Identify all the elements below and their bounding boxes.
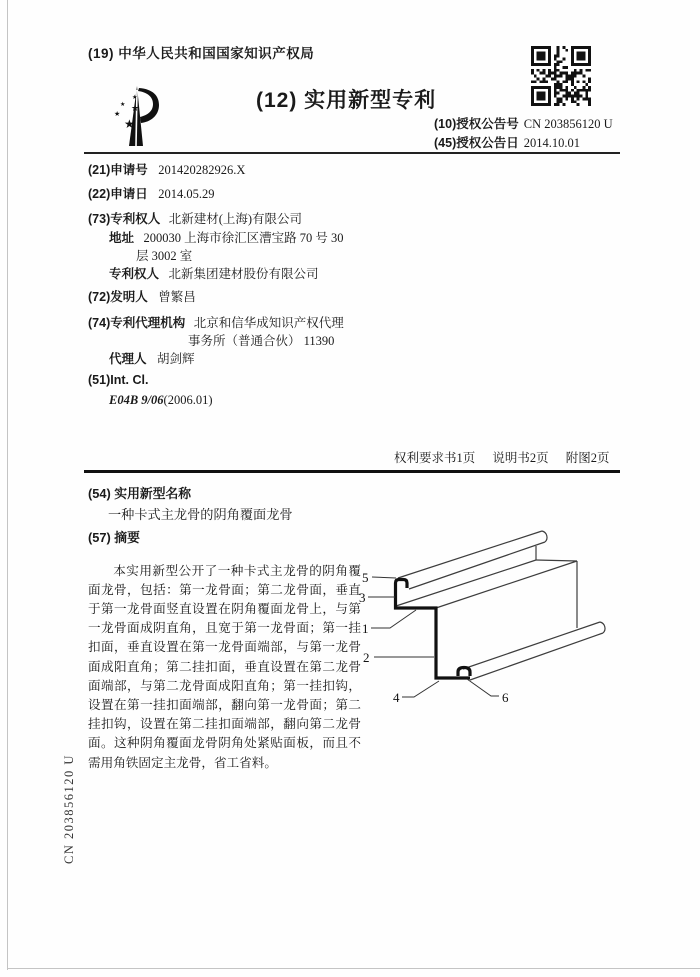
agent-row bbox=[109, 349, 195, 367]
cnipa-logo bbox=[100, 82, 166, 157]
agency-row-2 bbox=[188, 331, 334, 349]
intcl-row bbox=[88, 373, 148, 387]
pub-number-value: CN 203856120 U bbox=[523, 117, 613, 131]
figure-label-3: 3 bbox=[359, 590, 366, 605]
application-date-row bbox=[88, 184, 214, 202]
figure-label-1: 1 bbox=[362, 621, 369, 636]
logo-star-icon: ★ bbox=[120, 102, 126, 108]
figure-label-5: 5 bbox=[362, 570, 369, 585]
office-name: (19) 中华人民共和国国家知识产权局 bbox=[88, 46, 315, 61]
patentee2-value: 北新集团建材股份有限公司 bbox=[168, 267, 319, 281]
qr-code bbox=[531, 46, 591, 111]
intcl-class-row bbox=[109, 393, 212, 408]
intcl-label: (51)Int. Cl. bbox=[88, 373, 149, 387]
agency-value-line1: 北京和信华成知识产权代理 bbox=[193, 316, 344, 330]
figure-label-6: 6 bbox=[502, 690, 509, 705]
agency-value-line2: 事务所（普通合伙） 11390 bbox=[188, 334, 335, 348]
abstract-text: 本实用新型公开了一种卡式主龙骨的阴角覆面龙骨，包括：第一龙骨面；第二龙骨面，垂直于第一龙骨面竖直设置在阴角覆面龙骨上，与第一龙骨面成阴直角，且宽于第一龙骨面；第一挂扣面，垂直设置在第一龙骨面端部，与第一龙骨面成阳直角；第二挂扣面，垂直设置在第二龙骨面端部，与第二龙骨面成阳直角；第一挂扣钩，设置在第一挂扣面端部，翻向第一龙骨面；第二挂扣钩，设置在第二挂扣面端部，翻向第二龙骨面。这种阴角覆面龙骨阴角处紧贴面板，而且不需用角铁固定主龙骨，省工省料。 bbox=[88, 563, 361, 770]
address-value-line2: 层 3002 室 bbox=[136, 249, 193, 263]
patentee-value: 北新建材(上海)有限公司 bbox=[168, 212, 303, 226]
abstract-label: (57) 摘要 bbox=[88, 530, 140, 545]
address-row bbox=[109, 228, 344, 246]
logo-star-icon: ★ bbox=[114, 110, 121, 118]
drawings-pages: 附图2页 bbox=[565, 451, 610, 465]
figure-drawing bbox=[352, 515, 652, 720]
agency-row bbox=[88, 313, 344, 331]
patentee-row bbox=[88, 209, 302, 227]
intcl-version: (2006.01) bbox=[163, 393, 213, 407]
pub-date-label: (45)授权公告日 bbox=[434, 136, 519, 150]
patentee-label: (73)专利权人 bbox=[88, 212, 161, 226]
pub-date-row bbox=[434, 133, 580, 151]
scan-edge-left bbox=[7, 0, 8, 970]
claims-pages: 权利要求书1页 bbox=[394, 451, 476, 465]
application-number-label: (21)申请号 bbox=[88, 163, 148, 177]
utility-name-title: 一种卡式主龙骨的阴角覆面龙骨 bbox=[108, 507, 293, 522]
address-value-line1: 200030 上海市徐汇区漕宝路 70 号 30 bbox=[143, 231, 344, 245]
application-date-label: (22)申请日 bbox=[88, 187, 148, 201]
address-label: 地址 bbox=[109, 231, 135, 245]
application-number-value: 201420282926.X bbox=[158, 163, 246, 177]
intcl-class-code: E04B 9/06 bbox=[109, 393, 164, 407]
inventor-label: (72)发明人 bbox=[88, 290, 148, 304]
scan-edge-bottom bbox=[7, 968, 700, 969]
logo-star-icon: ★ bbox=[131, 103, 140, 113]
utility-name-label: (54) 实用新型名称 bbox=[88, 486, 192, 501]
agent-label: 代理人 bbox=[109, 352, 147, 366]
agent-value: 胡剑辉 bbox=[157, 352, 195, 366]
doc-kind-title: (12) 实用新型专利 bbox=[256, 89, 437, 112]
section-rule bbox=[84, 470, 620, 473]
figure-label-4: 4 bbox=[393, 690, 400, 705]
application-date-value: 2014.05.29 bbox=[158, 187, 215, 201]
side-publication-code: CN 203856120 U bbox=[62, 754, 76, 864]
header-rule bbox=[84, 152, 620, 154]
description-pages: 说明书2页 bbox=[492, 451, 549, 465]
address-row-2 bbox=[136, 246, 192, 264]
figure-label-2: 2 bbox=[363, 650, 370, 665]
pub-number-label: (10)授权公告号 bbox=[434, 117, 519, 131]
logo-star-icon: ★ bbox=[132, 95, 138, 101]
pages-summary bbox=[394, 448, 624, 466]
pub-date-value: 2014.10.01 bbox=[523, 136, 580, 150]
application-number-row bbox=[88, 160, 245, 178]
patentee2-label: 专利权人 bbox=[109, 267, 160, 281]
inventor-row bbox=[88, 287, 196, 305]
patentee2-row bbox=[109, 264, 319, 282]
logo-star-icon: ★ bbox=[124, 117, 135, 131]
pub-number-row bbox=[434, 114, 613, 132]
inventor-value: 曾繁昌 bbox=[158, 290, 196, 304]
agency-label: (74)专利代理机构 bbox=[88, 316, 186, 330]
